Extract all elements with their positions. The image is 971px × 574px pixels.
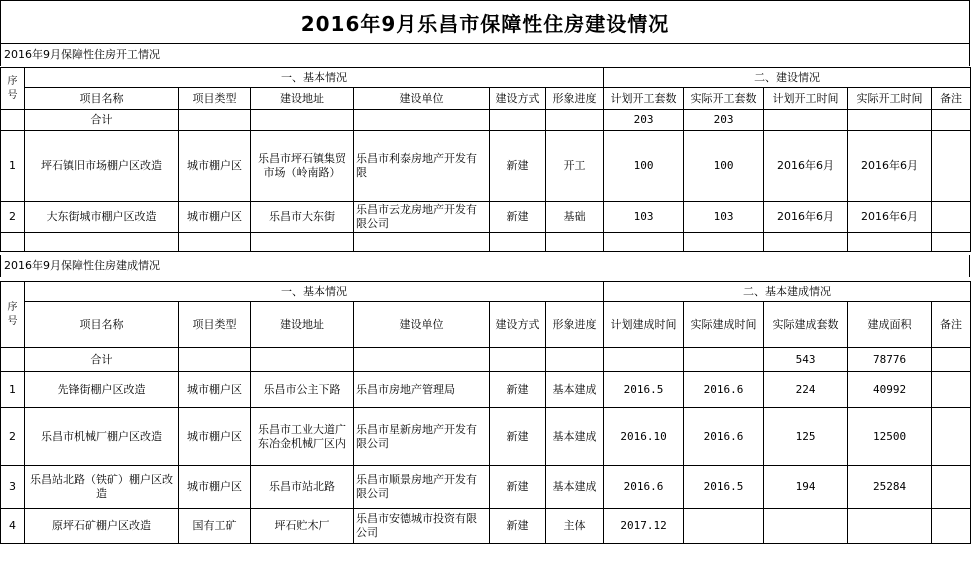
table-row <box>1 202 971 233</box>
cell-remark <box>932 372 971 408</box>
cell-type: 城市棚户区 <box>179 408 251 466</box>
cell-seq: 1 <box>1 131 25 202</box>
cell-name: 乐昌站北路（铁矿）棚户区改造 <box>25 466 179 509</box>
cell-progress: 开工 <box>546 131 604 202</box>
group-basic: 一、基本情况 <box>25 282 604 302</box>
cell-area: 40992 <box>848 372 932 408</box>
header-planned: 计划开工套数 <box>604 88 684 110</box>
cell-unit: 乐昌市顺景房地产开发有限公司 <box>354 466 490 509</box>
cell-actual-time: 2016.6 <box>684 372 764 408</box>
cell-name: 坪石镇旧市场棚户区改造 <box>25 131 179 202</box>
cell-planned: 103 <box>604 202 684 233</box>
cell-remark <box>932 466 971 509</box>
cell-progress: 基础 <box>546 202 604 233</box>
cell-method: 新建 <box>490 202 546 233</box>
cell-actual: 100 <box>684 131 764 202</box>
cell-progress: 基本建成 <box>546 466 604 509</box>
group-completion: 二、基本建成情况 <box>604 282 971 302</box>
cell-planned-time: 2016.6 <box>604 466 684 509</box>
table-row <box>1 466 971 509</box>
header-unit: 建设单位 <box>354 88 490 110</box>
header-remark: 备注 <box>932 88 971 110</box>
cell-remark <box>932 202 971 233</box>
cell-progress: 主体 <box>546 509 604 544</box>
cell-method: 新建 <box>490 509 546 544</box>
table-row <box>1 372 971 408</box>
cell-planned-time: 2017.12 <box>604 509 684 544</box>
total-area: 78776 <box>848 348 932 372</box>
cell-unit: 乐昌市利泰房地产开发有限 <box>354 131 490 202</box>
cell-planned-time: 2016.5 <box>604 372 684 408</box>
total-actual: 203 <box>684 110 764 131</box>
total-row <box>1 110 971 131</box>
group-construction: 二、建设情况 <box>604 68 971 88</box>
header-name: 项目名称 <box>25 88 179 110</box>
cell-unit: 乐昌市安德城市投资有限公司 <box>354 509 490 544</box>
header-address: 建设地址 <box>251 302 354 348</box>
cell-actual-time: 2016.5 <box>684 466 764 509</box>
cell-seq: 2 <box>1 202 25 233</box>
header-actual-time: 实际开工时间 <box>848 88 932 110</box>
header-unit: 建设单位 <box>354 302 490 348</box>
empty-row <box>1 233 971 252</box>
cell-address: 乐昌市大东街 <box>251 202 354 233</box>
cell-method: 新建 <box>490 466 546 509</box>
cell-address: 乐昌市工业大道广东冶金机械厂区内 <box>251 408 354 466</box>
cell-type: 国有工矿 <box>179 509 251 544</box>
table-row <box>1 408 971 466</box>
cell-method: 新建 <box>490 372 546 408</box>
cell-address: 乐昌市坪石镇集贸市场（岭南路） <box>251 131 354 202</box>
cell-seq: 3 <box>1 466 25 509</box>
cell-actual: 103 <box>684 202 764 233</box>
cell-planned-time: 2016.10 <box>604 408 684 466</box>
cell-actual-time <box>684 509 764 544</box>
page-title: 2016年9月乐昌市保障性住房建设情况 <box>0 0 970 44</box>
cell-planned: 100 <box>604 131 684 202</box>
cell-actual-time: 2016年6月 <box>848 131 932 202</box>
cell-remark <box>932 509 971 544</box>
total-label: 合计 <box>25 348 179 372</box>
cell-area <box>848 509 932 544</box>
cell-type: 城市棚户区 <box>179 372 251 408</box>
cell-actual-time: 2016年6月 <box>848 202 932 233</box>
cell-method: 新建 <box>490 408 546 466</box>
cell-progress: 基本建成 <box>546 408 604 466</box>
cell-address: 坪石贮木厂 <box>251 509 354 544</box>
header-actual-time: 实际建成时间 <box>684 302 764 348</box>
header-remark: 备注 <box>932 302 971 348</box>
section-title-start: 2016年9月保障性住房开工情况 <box>0 44 970 66</box>
header-area: 建成面积 <box>848 302 932 348</box>
table-row <box>1 131 971 202</box>
cell-name: 原坪石矿棚户区改造 <box>25 509 179 544</box>
cell-unit: 乐昌市房地产管理局 <box>354 372 490 408</box>
cell-type: 城市棚户区 <box>179 466 251 509</box>
cell-address: 乐昌市公主下路 <box>251 372 354 408</box>
section-title-completion: 2016年9月保障性住房建成情况 <box>0 255 970 277</box>
cell-unit: 乐昌市星新房地产开发有限公司 <box>354 408 490 466</box>
header-type: 项目类型 <box>179 88 251 110</box>
cell-method: 新建 <box>490 131 546 202</box>
cell-planned-time: 2016年6月 <box>764 202 848 233</box>
cell-actual-sets: 125 <box>764 408 848 466</box>
header-method: 建设方式 <box>490 88 546 110</box>
header-seq: 序号 <box>1 282 25 348</box>
header-planned-time: 计划开工时间 <box>764 88 848 110</box>
total-actual-sets: 543 <box>764 348 848 372</box>
cell-unit: 乐昌市云龙房地产开发有限公司 <box>354 202 490 233</box>
cell-type: 城市棚户区 <box>179 131 251 202</box>
cell-address: 乐昌市站北路 <box>251 466 354 509</box>
cell-seq: 4 <box>1 509 25 544</box>
total-row <box>1 348 971 372</box>
cell-seq: 1 <box>1 372 25 408</box>
header-name: 项目名称 <box>25 302 179 348</box>
cell-actual-sets <box>764 509 848 544</box>
cell-name: 大东街城市棚户区改造 <box>25 202 179 233</box>
cell-actual-sets: 194 <box>764 466 848 509</box>
cell-actual-sets: 224 <box>764 372 848 408</box>
cell-remark <box>932 131 971 202</box>
header-actual: 实际开工套数 <box>684 88 764 110</box>
header-method: 建设方式 <box>490 302 546 348</box>
cell-progress: 基本建成 <box>546 372 604 408</box>
header-actual-sets: 实际建成套数 <box>764 302 848 348</box>
table-row <box>1 509 971 544</box>
header-seq: 序号 <box>1 68 25 110</box>
cell-area: 25284 <box>848 466 932 509</box>
cell-actual-time: 2016.6 <box>684 408 764 466</box>
cell-area: 12500 <box>848 408 932 466</box>
cell-remark <box>932 408 971 466</box>
group-basic: 一、基本情况 <box>25 68 604 88</box>
completion-table <box>0 281 971 544</box>
header-progress: 形象进度 <box>546 88 604 110</box>
header-address: 建设地址 <box>251 88 354 110</box>
header-progress: 形象进度 <box>546 302 604 348</box>
cell-name: 先锋街棚户区改造 <box>25 372 179 408</box>
header-planned-time: 计划建成时间 <box>604 302 684 348</box>
total-planned: 203 <box>604 110 684 131</box>
cell-seq: 2 <box>1 408 25 466</box>
start-table <box>0 67 971 252</box>
cell-planned-time: 2016年6月 <box>764 131 848 202</box>
header-type: 项目类型 <box>179 302 251 348</box>
cell-type: 城市棚户区 <box>179 202 251 233</box>
cell-name: 乐昌市机械厂棚户区改造 <box>25 408 179 466</box>
total-label: 合计 <box>25 110 179 131</box>
